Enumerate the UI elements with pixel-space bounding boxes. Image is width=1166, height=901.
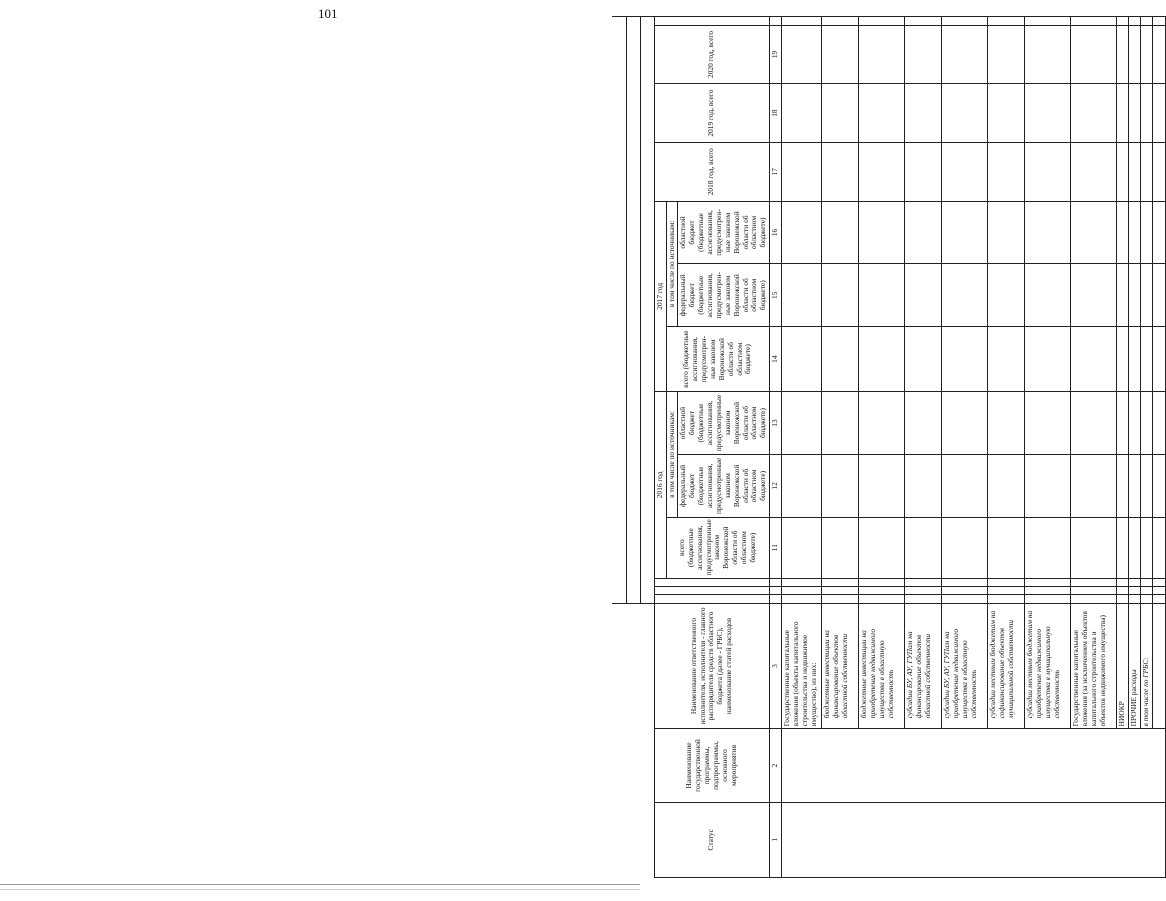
empty-cell <box>1025 454 1071 517</box>
empty-cell <box>782 578 822 586</box>
empty-cell <box>905 586 942 594</box>
empty-cell <box>859 578 905 586</box>
header-year-2016: 2016 год <box>654 392 666 578</box>
empty-cell <box>1140 25 1152 84</box>
empty-cell <box>1025 595 1071 603</box>
empty-cell <box>782 327 822 392</box>
empty-cell <box>1117 454 1129 517</box>
empty-cell <box>988 595 1025 603</box>
empty-cell <box>1025 517 1071 578</box>
empty-cell <box>1025 142 1071 201</box>
empty-cell <box>1152 392 1165 455</box>
col-number: 11 <box>770 517 782 578</box>
empty-cell <box>1071 201 1117 264</box>
empty-cell <box>1152 586 1165 594</box>
empty-cell <box>822 517 859 578</box>
empty-cell <box>1152 517 1165 578</box>
header-2016-total: всего (бюджетные ассигнования, предусмотренные законом Воронежской области об областном бюджете) <box>666 517 770 578</box>
row-label: субсидии БУ, АУ, ГУПам на финансирование объектов областной собственности <box>905 603 942 729</box>
empty-cell <box>822 84 859 143</box>
empty-cell <box>822 201 859 264</box>
empty-cell <box>905 327 942 392</box>
empty-cell <box>988 17 1025 26</box>
column-numbers-row <box>770 17 782 878</box>
empty-cell <box>988 586 1025 594</box>
empty-cell <box>822 142 859 201</box>
empty-cell <box>1152 142 1165 201</box>
empty-cell <box>1152 17 1165 26</box>
empty-cell <box>859 586 905 594</box>
scan-edge-line <box>0 889 640 890</box>
empty-cell <box>1152 327 1165 392</box>
empty-cell <box>905 392 942 455</box>
empty-cell <box>1129 201 1141 264</box>
row-label: субсидии БУ, АУ, ГУПам на приобретение недвижимого имущества в областную собственность <box>942 603 988 729</box>
status-cell <box>782 802 1166 877</box>
empty-cell <box>1071 595 1117 603</box>
empty-cell <box>905 454 942 517</box>
empty-cell <box>988 327 1025 392</box>
col-number: 17 <box>770 142 782 201</box>
empty-cell <box>1117 142 1129 201</box>
empty-cell <box>942 454 988 517</box>
empty-cell <box>1152 264 1165 327</box>
empty-cell <box>905 201 942 264</box>
empty-cell <box>1129 25 1141 84</box>
empty-cell <box>1129 84 1141 143</box>
col-number-empty <box>770 595 782 603</box>
empty-cell <box>1117 84 1129 143</box>
empty-cell <box>1071 392 1117 455</box>
empty-cell <box>1129 454 1141 517</box>
empty-cell <box>1152 595 1165 603</box>
header-status: Статус <box>654 802 770 877</box>
program-cell <box>782 729 1166 802</box>
empty-cell <box>988 578 1025 586</box>
header-2017-by-source: в том числе по источникам: <box>666 201 678 327</box>
empty-cell <box>1071 586 1117 594</box>
empty-cell <box>1140 264 1152 327</box>
col-number: 1 <box>770 802 782 877</box>
empty-cell <box>1140 392 1152 455</box>
header-thin-col-d <box>654 17 770 26</box>
empty-cell <box>905 595 942 603</box>
row-label: Государственные капитальные вложения (объекты капитального строительства и недвижимое имущество), из них: <box>782 603 822 729</box>
empty-cell <box>822 454 859 517</box>
empty-cell <box>1071 454 1117 517</box>
row-label: Государственные капитальные вложения (за исключением объектов капитального строительства и объектов недвижимого имущества) <box>1071 603 1117 729</box>
empty-cell <box>1025 201 1071 264</box>
col-number: 19 <box>770 25 782 84</box>
header-strip-2 <box>626 17 640 604</box>
empty-cell <box>1129 586 1141 594</box>
empty-cell <box>1117 586 1129 594</box>
empty-cell <box>1071 84 1117 143</box>
empty-cell <box>822 392 859 455</box>
page-number: 101 <box>318 6 338 21</box>
empty-cell <box>1117 25 1129 84</box>
empty-cell <box>988 264 1025 327</box>
empty-cell <box>1140 578 1152 586</box>
empty-cell <box>942 142 988 201</box>
row-label: бюджетные инвестиции на приобретение недвижимого имущества в областную собственность <box>859 603 905 729</box>
empty-cell <box>1129 142 1141 201</box>
header-2017-regional: областной бюджет (бюджетные ассигнования, предусмотрен- ные законом Воронежской области об областном бюджете) <box>678 201 770 264</box>
col-number-empty <box>770 578 782 586</box>
row-label: бюджетные инвестиции на финансирование объектов областной собственности <box>822 603 859 729</box>
empty-cell <box>1152 603 1165 729</box>
empty-cell <box>1152 578 1165 586</box>
empty-cell <box>1117 327 1129 392</box>
empty-cell <box>782 84 822 143</box>
empty-cell <box>1025 578 1071 586</box>
col-number-empty <box>770 586 782 594</box>
empty-cell <box>859 392 905 455</box>
col-number: 14 <box>770 327 782 392</box>
empty-cell <box>1129 327 1141 392</box>
empty-cell <box>1071 264 1117 327</box>
empty-cell <box>1140 327 1152 392</box>
header-2016-regional: областной бюджет (бюджетные ассигнования, предусмотренные законом Воронежской области об областном бюджете) <box>678 392 770 455</box>
empty-cell <box>782 201 822 264</box>
header-row-top <box>612 17 626 878</box>
header-empty-area <box>612 603 654 877</box>
row-label: в том числе по ГРБС: <box>1140 603 1152 729</box>
header-2018-total: 2018 год, всего <box>654 142 770 201</box>
empty-cell <box>782 17 822 26</box>
empty-cell <box>1140 517 1152 578</box>
empty-cell <box>1071 578 1117 586</box>
empty-cell <box>1025 264 1071 327</box>
empty-cell <box>988 84 1025 143</box>
empty-cell <box>988 142 1025 201</box>
header-2016-federal: федеральный бюджет (бюджетные ассигнования, предусмотренные законом Воронежской области об областном бюджете) <box>678 454 770 517</box>
empty-cell <box>988 517 1025 578</box>
table-row <box>782 17 822 878</box>
empty-cell <box>859 84 905 143</box>
header-strip-3 <box>640 17 654 604</box>
header-year-2017: 2017 год <box>654 201 666 392</box>
empty-cell <box>942 586 988 594</box>
header-2017-total: всего (бюджетные ассигнования, предусмотрен- ные законом Воронежской области об областном бюджете) <box>666 327 770 392</box>
empty-cell <box>859 517 905 578</box>
empty-cell <box>859 264 905 327</box>
header-2020-total: 2020 год, всего <box>654 25 770 84</box>
empty-cell <box>782 392 822 455</box>
empty-cell <box>988 454 1025 517</box>
empty-cell <box>1152 25 1165 84</box>
empty-cell <box>905 264 942 327</box>
empty-cell <box>942 84 988 143</box>
empty-cell <box>782 142 822 201</box>
row-label: ПРОЧИЕ расходы <box>1129 603 1141 729</box>
header-top-strip <box>612 17 626 604</box>
header-row-years <box>654 17 666 878</box>
col-number: 16 <box>770 201 782 264</box>
empty-cell <box>942 264 988 327</box>
empty-cell <box>905 84 942 143</box>
empty-cell <box>1152 454 1165 517</box>
empty-cell <box>1025 586 1071 594</box>
empty-cell <box>782 25 822 84</box>
empty-cell <box>822 327 859 392</box>
empty-cell <box>1117 264 1129 327</box>
col-number: 13 <box>770 392 782 455</box>
empty-cell <box>1071 25 1117 84</box>
empty-cell <box>1117 517 1129 578</box>
empty-cell <box>1117 578 1129 586</box>
empty-cell <box>1025 84 1071 143</box>
empty-cell <box>942 595 988 603</box>
empty-cell <box>1071 17 1117 26</box>
empty-cell <box>782 586 822 594</box>
empty-cell <box>1129 264 1141 327</box>
empty-cell <box>1129 17 1141 26</box>
header-executor-name: Наименование ответственного исполнителя, исполнителя - главного распорядителя средств областного бюджета (далее - ГРБС), наименование статей расходов <box>654 603 770 729</box>
budget-table <box>612 16 1166 878</box>
empty-cell <box>1071 517 1117 578</box>
empty-cell <box>942 327 988 392</box>
empty-cell <box>1140 84 1152 143</box>
empty-cell <box>859 454 905 517</box>
empty-cell <box>905 142 942 201</box>
col-number: 2 <box>770 729 782 802</box>
empty-cell <box>1129 595 1141 603</box>
scan-edge-line <box>0 884 640 885</box>
empty-cell <box>1071 142 1117 201</box>
empty-cell <box>905 517 942 578</box>
empty-cell <box>988 392 1025 455</box>
empty-cell <box>782 454 822 517</box>
header-thin-col-b <box>654 586 770 594</box>
header-2016-by-source: в том числе по источникам: <box>666 392 678 518</box>
row-label: НИОКР <box>1117 603 1129 729</box>
empty-cell <box>905 578 942 586</box>
empty-cell <box>1025 25 1071 84</box>
empty-cell <box>905 17 942 26</box>
header-thin-col-c <box>654 578 770 586</box>
empty-cell <box>1140 586 1152 594</box>
header-2017-federal: федеральный бюджет (бюджетные ассигнования, предусмотрен- ные законом Воронежской области об областном бюджете) <box>678 264 770 327</box>
header-thin-col-a <box>654 595 770 603</box>
empty-cell <box>822 264 859 327</box>
empty-cell <box>1140 454 1152 517</box>
header-2019-total: 2019 год, всего <box>654 84 770 143</box>
col-number-empty <box>770 17 782 26</box>
empty-cell <box>1025 327 1071 392</box>
empty-cell <box>942 201 988 264</box>
empty-cell <box>942 392 988 455</box>
empty-cell <box>1129 392 1141 455</box>
empty-cell <box>1071 327 1117 392</box>
empty-cell <box>942 25 988 84</box>
empty-cell <box>859 201 905 264</box>
empty-cell <box>988 201 1025 264</box>
header-program-name: Наименование государственной программы, подпрограммы, основного мероприятия <box>654 729 770 802</box>
empty-cell <box>782 595 822 603</box>
col-number: 15 <box>770 264 782 327</box>
empty-cell <box>1140 595 1152 603</box>
empty-cell <box>942 517 988 578</box>
empty-cell <box>1140 17 1152 26</box>
empty-cell <box>1140 201 1152 264</box>
empty-cell <box>859 25 905 84</box>
empty-cell <box>1025 17 1071 26</box>
empty-cell <box>1117 201 1129 264</box>
empty-cell <box>1025 392 1071 455</box>
empty-cell <box>1152 84 1165 143</box>
empty-cell <box>942 17 988 26</box>
empty-cell <box>859 595 905 603</box>
empty-cell <box>859 17 905 26</box>
empty-cell <box>822 586 859 594</box>
col-number: 12 <box>770 454 782 517</box>
empty-cell <box>1152 201 1165 264</box>
col-number: 3 <box>770 603 782 729</box>
empty-cell <box>942 578 988 586</box>
empty-cell <box>859 327 905 392</box>
empty-cell <box>988 25 1025 84</box>
row-label: субсидии местным бюджетам на софинансирование объектов муниципальной собственности <box>988 603 1025 729</box>
empty-cell <box>1129 578 1141 586</box>
empty-cell <box>1140 142 1152 201</box>
col-number: 18 <box>770 84 782 143</box>
empty-cell <box>822 17 859 26</box>
empty-cell <box>822 25 859 84</box>
empty-cell <box>822 595 859 603</box>
empty-cell <box>1117 392 1129 455</box>
empty-cell <box>822 578 859 586</box>
empty-cell <box>782 517 822 578</box>
empty-cell <box>782 264 822 327</box>
empty-cell <box>1117 595 1129 603</box>
row-label: субсидии местным бюджетам на приобретение недвижимого имущества в муниципальную собственность <box>1025 603 1071 729</box>
empty-cell <box>859 142 905 201</box>
empty-cell <box>1117 17 1129 26</box>
empty-cell <box>1129 517 1141 578</box>
empty-cell <box>905 25 942 84</box>
